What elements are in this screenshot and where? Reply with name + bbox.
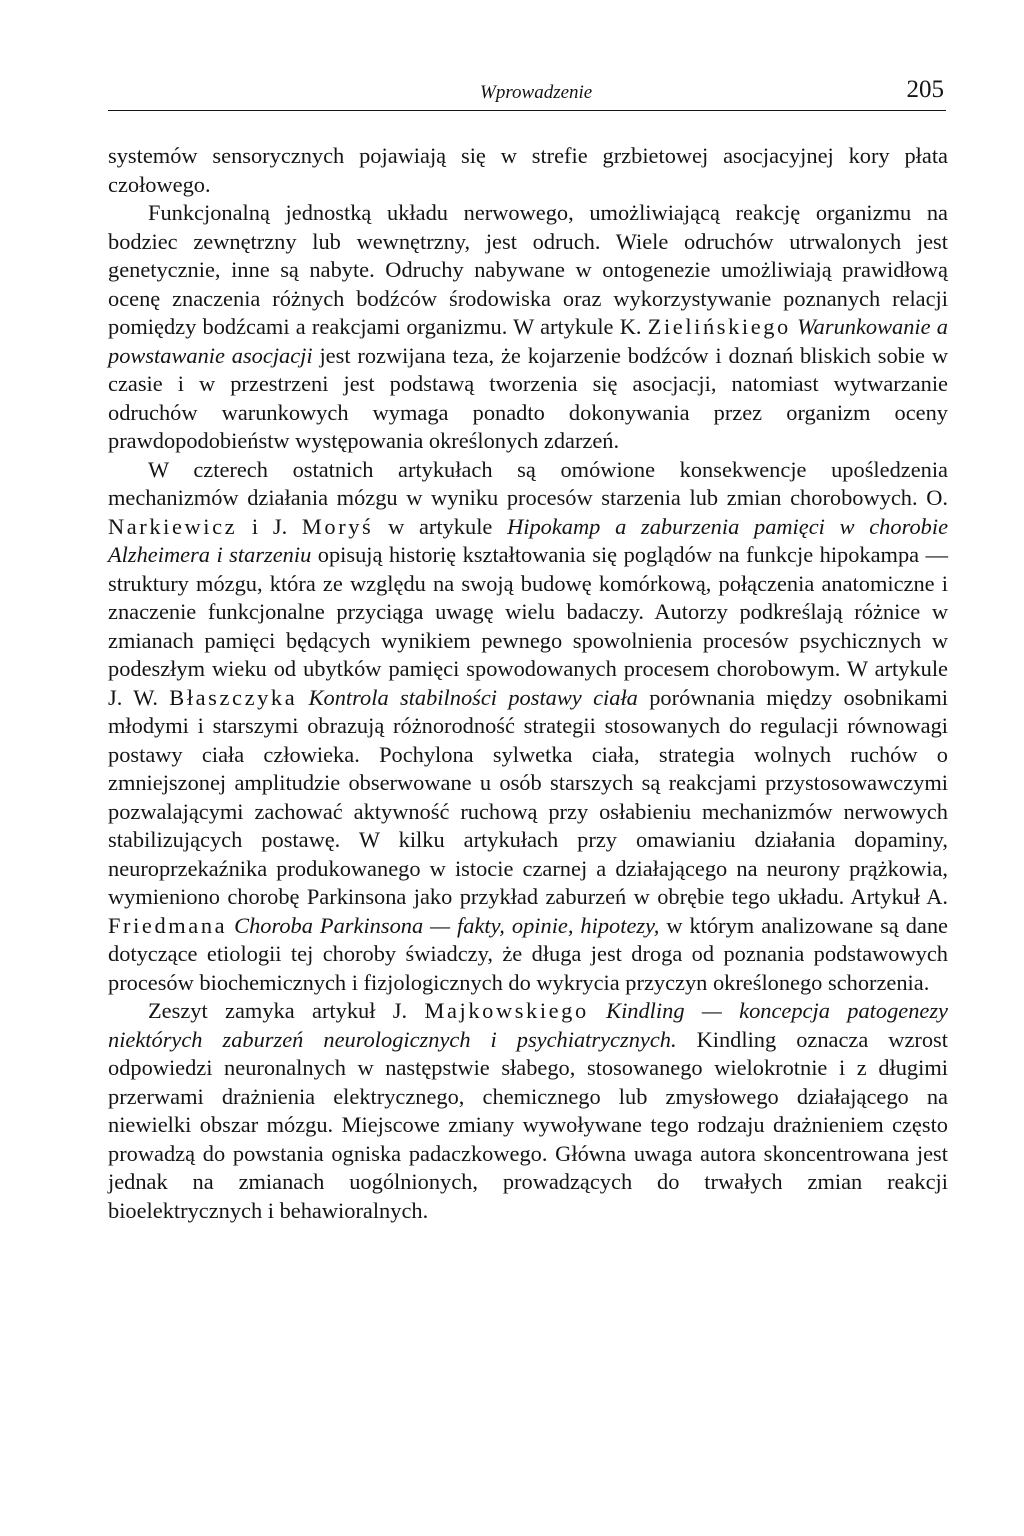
- author-name: Majkowskiego: [424, 998, 589, 1023]
- text-run: [297, 685, 308, 710]
- running-header: [108, 76, 946, 111]
- author-name: Zielińskiego: [647, 314, 791, 339]
- text-run: w artykule: [373, 513, 508, 539]
- text-run: W czterech ostatnich artykułach są omówione konsekwencje upośledzenia mechanizmów działania mózgu w wyniku procesów starzenia lub zmian chorobowych. O.: [108, 456, 948, 510]
- paragraph: [108, 199, 948, 456]
- italic-title: Kindling — koncepcja patogenezy niektórych zaburzeń neurologicznych i psychiatrycznych.: [108, 998, 948, 1052]
- text-run: porównania między osobnikami młodymi i starszymi obrazują różnorodność strategii stosowanych do regulacji równowagi postawy ciała człowieka. Pochylona sylwetka ciała, strategia wolnych ruchów o zmniejszonej amplitudzie obserwowane u osób starszych są reakcjami przystosowawczymi pozwalającymi zachować aktywność ruchową przy osłabieniu mechanizmów nerwowych stabilizujących postawę. W kilku artykułach przy omawianiu działania dopaminy, neuroprzekaźnika produkowanego w istocie czarnej a działającego na neurony prążkowia, wymieniono chorobę Parkinsona jako przykład zaburzeń w obrębie tego układu. Artykuł A.: [108, 684, 949, 909]
- author-name: Narkiewicz: [108, 513, 238, 539]
- text-run: jest rozwijana teza, że kojarzenie bodźców i doznań bliskich sobie w czasie i w przestrzeni jest podstawą tworzenia się asocjacji, natomiast wytwarzanie odruchów warunkowych wymaga ponadto dokonywania przez organizm oceny prawdopodobieństw występowania określonych zdarzeń.: [108, 342, 948, 453]
- italic-title: Hipokamp a zaburzenia pamięci w chorobie Alzheimera i starzeniu: [108, 513, 949, 567]
- paragraph: [108, 456, 948, 998]
- italic-title: Kontrola stabilności postawy ciała: [308, 684, 638, 710]
- author-name: Moryś: [301, 513, 374, 539]
- text-run: [589, 998, 606, 1023]
- paragraph: [108, 997, 948, 1225]
- italic-title: Warunkowanie a powstawanie asocjacji: [108, 314, 948, 368]
- page-number: 205: [906, 76, 944, 103]
- text-run: opisują historię kształtowania się poglądów na funkcje hipokampa — struktury mózgu, która ze względu na swoją budowę komórkową, połączenia anatomiczne i znaczenie funkcjonalne przyciąga uwagę wielu badaczy. Autorzy podkreślają różnice w zmianach pamięci będących wynikiem pewnego spowolnienia procesów psychicznych w podeszłym wieku od ubytków pamięci spowodowanych procesem chorobowym. W artykule J. W.: [108, 542, 948, 710]
- text-run: Kindling oznacza wzrost odpowiedzi neuronalnych w następstwie słabego, stosowanego wielokrotnie i z długimi przerwami drażnienia elektrycznego, chemicznego lub zmysłowego działającego na niewielki obszar mózgu. Miejscowe zmiany wywoływane tego rodzaju drażnieniem często prowadzą do powstania ogniska padaczkowego. Główna uwaga autora skoncentrowana jest jednak na zmianach uogólnionych, prowadzących do trwałych zmian reakcji bioelektrycznych i behawioralnych.: [108, 1026, 948, 1223]
- text-run: i J.: [237, 513, 302, 539]
- author-name: Błaszczyka: [169, 684, 298, 710]
- body-text: [108, 142, 948, 1225]
- text-run: systemów sensorycznych pojawiają się w strefie grzbietowej asocjacyjnej kory płata czołowego.: [108, 143, 948, 197]
- italic-title: Choroba Parkinsona — fakty, opinie, hipotezy,: [234, 912, 660, 938]
- text-run: w którym analizowane są dane dotyczące etiologii tej choroby świadczy, że długa jest droga od poznania podstawowych procesów biochemicznych i fizjologicznych do wykrycia przyczyn określonego schorzenia.: [108, 912, 948, 995]
- author-name: Friedmana: [108, 912, 228, 938]
- text-run: Zeszyt zamyka artykuł J.: [148, 998, 425, 1023]
- paragraph: [108, 142, 948, 199]
- running-title: Wprowadzenie: [480, 82, 593, 103]
- text-run: Funkcjonalną jednostką układu nerwowego, umożliwiającą reakcję organizmu na bodziec zewnętrzny lub wewnętrzny, jest odruch. Wiele odruchów utrwalonych jest genetycznie, inne są nabyte. Odruchy nabywane w ontogenezie umożliwiają prawidłową ocenę znaczenia różnych bodźców środowiska oraz wykorzystywanie poznanych relacji pomiędzy bodźcami a reakcjami organizmu. W artykule K.: [108, 200, 948, 339]
